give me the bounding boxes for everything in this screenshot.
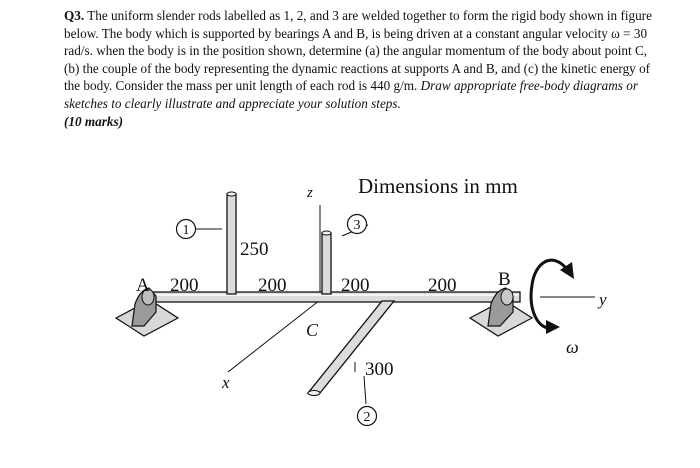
question-marks: (10 marks) [64, 113, 123, 129]
y-axis-label: y [599, 290, 607, 309]
rod-3-label: 3 [353, 218, 361, 233]
leader-rod-2 [364, 376, 366, 404]
point-C-label: C [306, 320, 319, 340]
rod-2 [308, 301, 394, 396]
omega-label: ω [566, 337, 579, 357]
point-A-label: A [136, 275, 150, 296]
question-body: The uniform slender rods labelled as 1, 2, and 3 are welded together to form the rigid body shown in figure below. The body which is supported by bearings A and B, is being driven at a constant angular velocity ω = 30 rad/s. when the body is in the position shown, determine (a) the angular momentum of the body about point C, (b) the couple of the body representing the dynamic reactions at supports A and B, and (c) the kinetic energy of the body. Consider the mass per unit length of each rod is 440 g/m. [64, 8, 652, 94]
dimensions-note: Dimensions in mm [358, 174, 518, 198]
rod-2-label: 2 [363, 410, 371, 425]
dim-200-a: 200 [170, 275, 199, 296]
rod-1-label: 1 [182, 223, 190, 238]
z-axis-label: z [307, 185, 313, 201]
dim-200-c: 200 [341, 275, 370, 296]
rod-1 [227, 192, 236, 294]
dim-200-d: 200 [428, 275, 457, 296]
x-axis-label: x [222, 373, 230, 392]
point-B-label: B [498, 269, 511, 290]
dim-300: 300 [365, 359, 394, 380]
dim-250: 250 [240, 239, 269, 260]
rod-3 [322, 231, 331, 294]
question-number: Q3. [64, 8, 85, 23]
dim-200-b: 200 [258, 275, 287, 296]
question-instruction: Draw appropriate free-body diagrams or sketches to clearly illustrate and appreciate your solution steps. [64, 78, 638, 111]
